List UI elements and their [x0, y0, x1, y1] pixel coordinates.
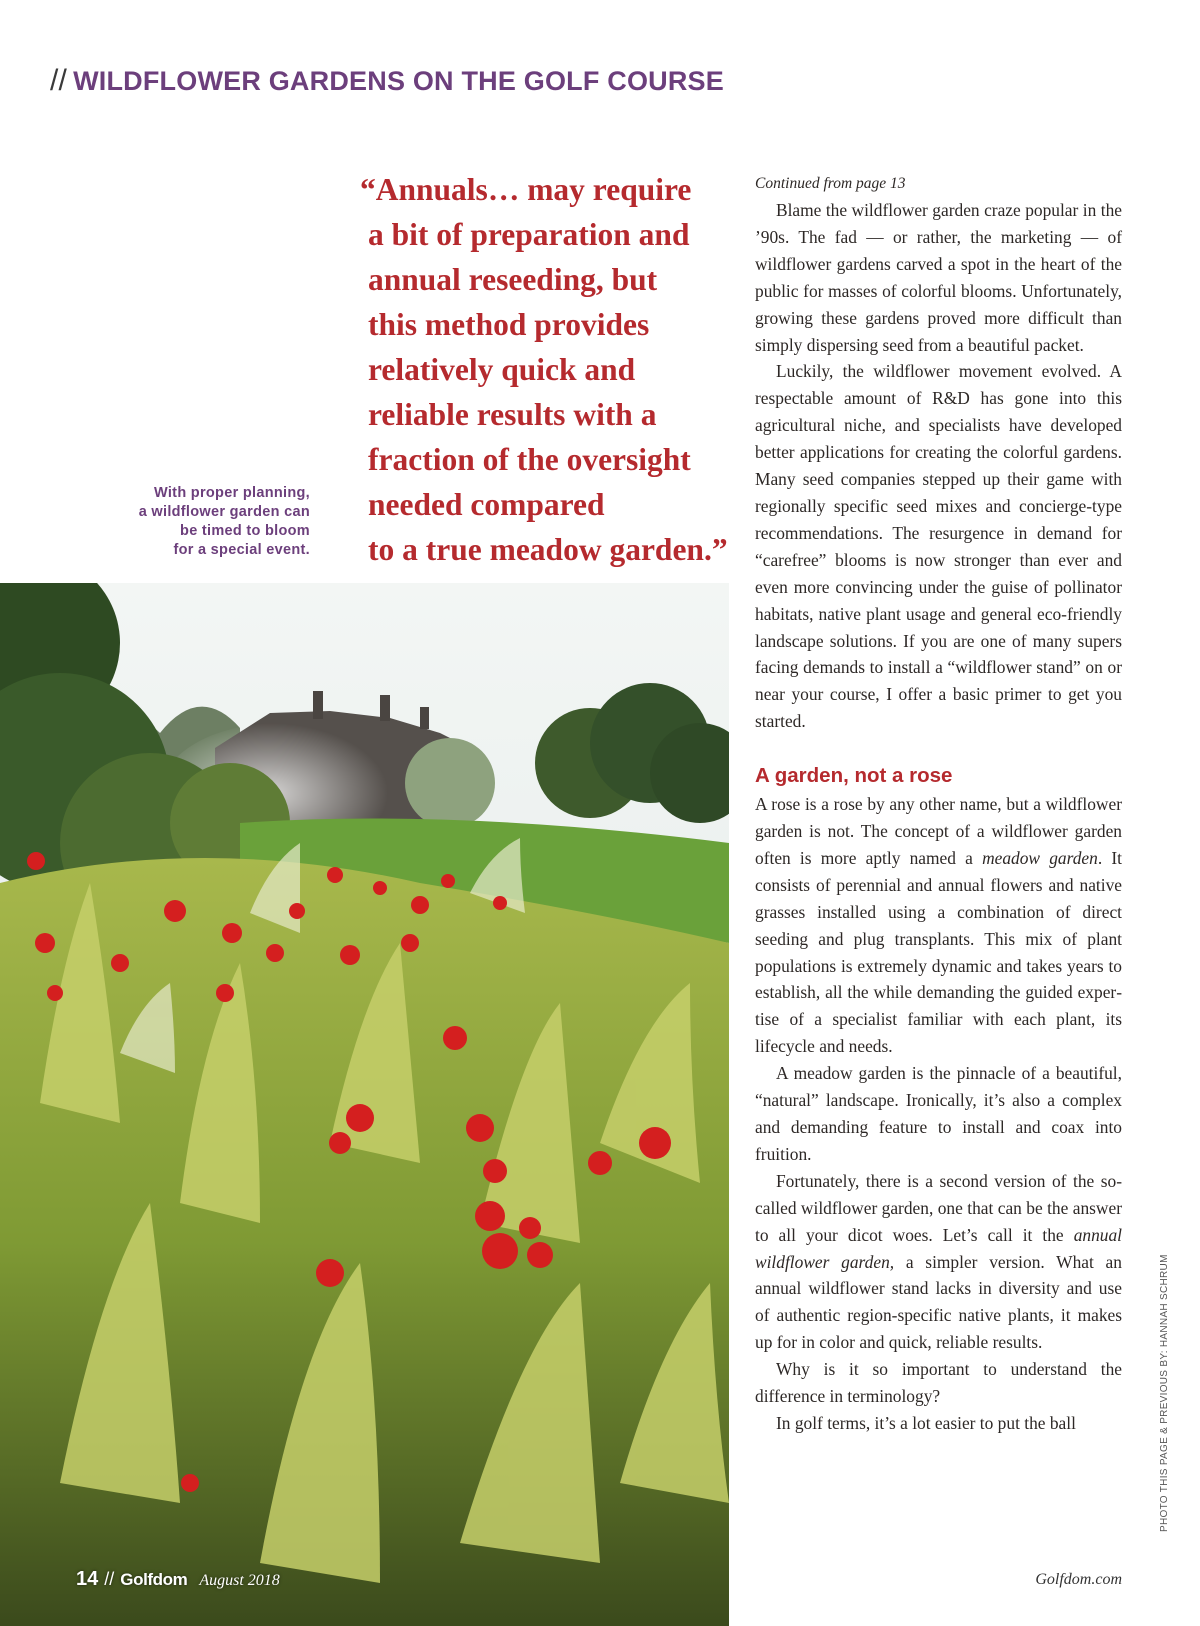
- website-url: Golfdom.com: [1035, 1571, 1122, 1588]
- pull-quote-line: a bit of preparation and: [368, 217, 690, 252]
- pull-quote-line: fraction of the oversight: [368, 442, 691, 477]
- article-paragraph: [755, 791, 1122, 1060]
- article-paragraph: In golf terms, it’s a lot easier to put the ball: [776, 1412, 1076, 1433]
- page-footer-left: [76, 1568, 280, 1591]
- paragraph-text: a simpler version. What an annual wildflower stand lacks in diversity and use of authentic region-specific native plants, it makes up for in color and quick, reliable results.: [755, 1251, 1122, 1353]
- article-paragraph: Why is it so important to understand the difference in terminology?: [755, 1359, 1122, 1407]
- section-header: [50, 64, 724, 98]
- magazine-brand: Golfdom: [120, 1570, 188, 1589]
- paragraph-text: . It consists of perennial and annual flowers and native grasses installed using a combination of direct seeding and plug transplants. This mix of plant populations is extremely dynamic and takes years to establish, all the while demanding the guided expertise of a specialist familiar with each plant, its lifecycle and needs.: [755, 847, 1123, 1057]
- paragraph-text: A rose is a rose by any other name, but a wildflower garden is not. The concept of a wildflower garden often is more aptly named a: [755, 794, 1122, 868]
- header-title: WILDFLOWER GARDENS ON THE GOLF COURSE: [73, 66, 724, 96]
- footer-separator: //: [104, 1569, 115, 1589]
- paragraph-text: Fortunately, there is a second version of the so-called wildflower garden, one that can be the answer to all your dicot woes. Let’s call it the: [755, 1170, 1122, 1245]
- pull-quote-line: needed compared: [368, 487, 605, 522]
- pull-quote-line: this method provides: [368, 307, 650, 342]
- poppy-meadow-photo: [0, 583, 729, 1626]
- caption-line: With proper planning,: [154, 485, 310, 501]
- article-paragraph: A meadow garden is the pinnacle of a beautiful, “natural” landscape. Ironically, it’s also a complex and demanding feature to install and coax into fruition.: [755, 1063, 1122, 1164]
- caption-line: be timed to bloom: [180, 523, 310, 539]
- continued-note: Continued from page 13: [755, 175, 906, 192]
- article-paragraph: Blame the wildflower garden craze popular in the ’90s. The fad — or rather, the marketing — of wildflower gardens carved a spot in the heart of the public for masses of colorful blooms. Unfortunately, growing these gardens proved more difficult than simply dispersing seed from a beautiful packet.: [755, 200, 1122, 355]
- pull-quote-line: to a true meadow garden.”: [368, 532, 728, 567]
- article-subhead: A garden, not a rose: [755, 764, 953, 788]
- paragraph-emphasis: meadow garden: [982, 847, 1098, 868]
- article-body: [755, 171, 1122, 1437]
- issue-date: August 2018: [199, 1572, 280, 1589]
- pull-quote-line: relatively quick and: [368, 352, 636, 387]
- caption-line: for a special event.: [173, 542, 310, 558]
- article-paragraph: [755, 1168, 1122, 1356]
- pull-quote-line: annual reseeding, but: [368, 262, 658, 297]
- photo-caption: [100, 484, 310, 560]
- article-paragraph: Luckily, the wildflower movement evolved. A respectable amount of R&D has gone into this agricultural niche, and specialists have developed better applications for creating the colorful gardens. Many seed companies stepped up their game with regionally specific seed mixes and concierge-type recommendations. The resurgence in demand for “carefree” blooms is now stronger than ever and even more convincing under the guise of pollinator habitats, native plant usage and general eco-friendly landscape solutions. If you are one of many supers facing demands to install a “wildflower stand” on or near your course, I offer a basic primer to get you started.: [755, 361, 1122, 732]
- paragraph-emphasis: annual wildflower garden,: [755, 1224, 1122, 1272]
- header-slashes: //: [50, 64, 68, 97]
- caption-line: a wildflower garden can: [138, 504, 310, 520]
- pull-quote-line: reliable results with a: [368, 397, 657, 432]
- pull-quote-line: “Annuals… may require: [360, 172, 692, 207]
- page-number: 14: [76, 1568, 99, 1590]
- photo-credit: PHOTO THIS PAGE & PREVIOUS BY: HANNAH SCHRUM: [1159, 1254, 1170, 1532]
- pull-quote: [350, 167, 730, 572]
